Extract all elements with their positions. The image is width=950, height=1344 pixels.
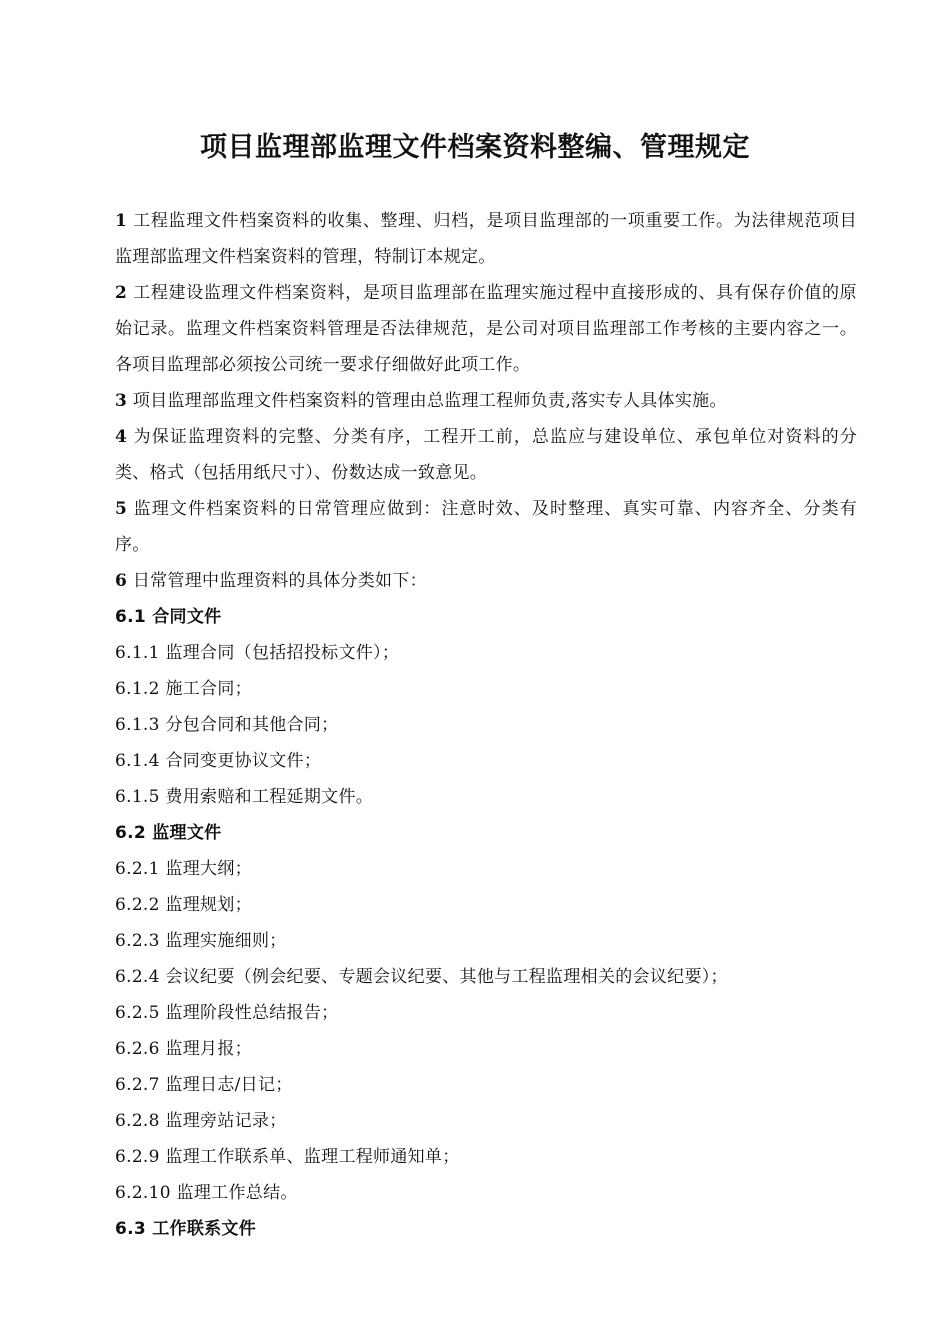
paragraph-number: 5 bbox=[115, 499, 128, 519]
paragraph-number: 2 bbox=[115, 283, 128, 303]
section-heading-6-3 bbox=[115, 1211, 857, 1247]
list-item: 6.1.2 施工合同； bbox=[115, 679, 252, 699]
paragraph-number: 6 bbox=[115, 571, 128, 591]
paragraph-text: 日常管理中监理资料的具体分类如下： bbox=[132, 571, 427, 591]
section-number: 6.2 bbox=[115, 823, 147, 843]
section-number: 6.3 bbox=[115, 1219, 147, 1239]
list-item: 6.2.7 监理日志/日记； bbox=[115, 1075, 293, 1095]
document-title: 项目监理部监理文件档案资料整编、管理规定 bbox=[200, 132, 750, 163]
list-item: 6.2.5 监理阶段性总结报告； bbox=[115, 1003, 339, 1023]
list-item: 6.1.3 分包合同和其他合同； bbox=[115, 715, 339, 735]
list-item: 6.2.6 监理月报； bbox=[115, 1039, 252, 1059]
list-item: 6.2.1 监理大纲； bbox=[115, 859, 252, 879]
list-item: 6.1.4 合同变更协议文件； bbox=[115, 751, 322, 771]
paragraph-1 bbox=[115, 203, 857, 275]
list-item: 6.1.1 监理合同（包括招投标文件）； bbox=[115, 643, 400, 663]
section-heading-6-1 bbox=[115, 599, 857, 635]
section-number: 6.1 bbox=[115, 607, 147, 627]
paragraph-text: 工程监理文件档案资料的收集、整理、归档，是项目监理部的一项重要工作。为法律规范项目监理部监理文件档案资料的管理，特制订本规定。 bbox=[115, 211, 857, 267]
paragraph-text: 工程建设监理文件档案资料，是项目监理部在监理实施过程中直接形成的、具有保存价值的原始记录。监理文件档案资料管理是否法律规范，是公司对项目监理部工作考核的主要内容之一。各项目监理部必须按公司统一要求仔细做好此项工作。 bbox=[115, 283, 857, 375]
paragraph-text: 监理文件档案资料的日常管理应做到：注意时效、及时整理、真实可靠、内容齐全、分类有序。 bbox=[115, 499, 857, 555]
list-item: 6.1.5 费用索赔和工程延期文件。 bbox=[115, 787, 374, 807]
list-item: 6.2.8 监理旁站记录； bbox=[115, 1111, 287, 1131]
list-item: 6.2.10 监理工作总结。 bbox=[115, 1183, 298, 1203]
section-heading-6-2 bbox=[115, 815, 857, 851]
paragraph-4 bbox=[115, 419, 857, 491]
paragraph-number: 1 bbox=[115, 211, 128, 231]
section-title: 工作联系文件 bbox=[152, 1219, 257, 1239]
paragraph-number: 4 bbox=[115, 427, 128, 447]
section-title: 合同文件 bbox=[152, 607, 222, 627]
paragraph-5 bbox=[115, 491, 857, 563]
document-body bbox=[115, 203, 857, 1247]
paragraph-6 bbox=[115, 563, 857, 599]
list-item: 6.2.3 监理实施细则； bbox=[115, 931, 287, 951]
paragraph-number: 3 bbox=[115, 391, 128, 411]
list-item: 6.2.9 监理工作联系单、监理工程师通知单； bbox=[115, 1147, 460, 1167]
paragraph-3 bbox=[115, 383, 857, 419]
paragraph-text: 为保证监理资料的完整、分类有序，工程开工前，总监应与建设单位、承包单位对资料的分类、格式（包括用纸尺寸）、份数达成一致意见。 bbox=[115, 427, 857, 483]
section-title: 监理文件 bbox=[152, 823, 222, 843]
paragraph-text: 项目监理部监理文件档案资料的管理由总监理工程师负责,落实专人具体实施。 bbox=[132, 391, 727, 411]
list-item: 6.2.2 监理规划； bbox=[115, 895, 252, 915]
paragraph-2 bbox=[115, 275, 857, 383]
list-item: 6.2.4 会议纪要（例会纪要、专题会议纪要、其他与工程监理相关的会议纪要）； bbox=[115, 967, 728, 987]
